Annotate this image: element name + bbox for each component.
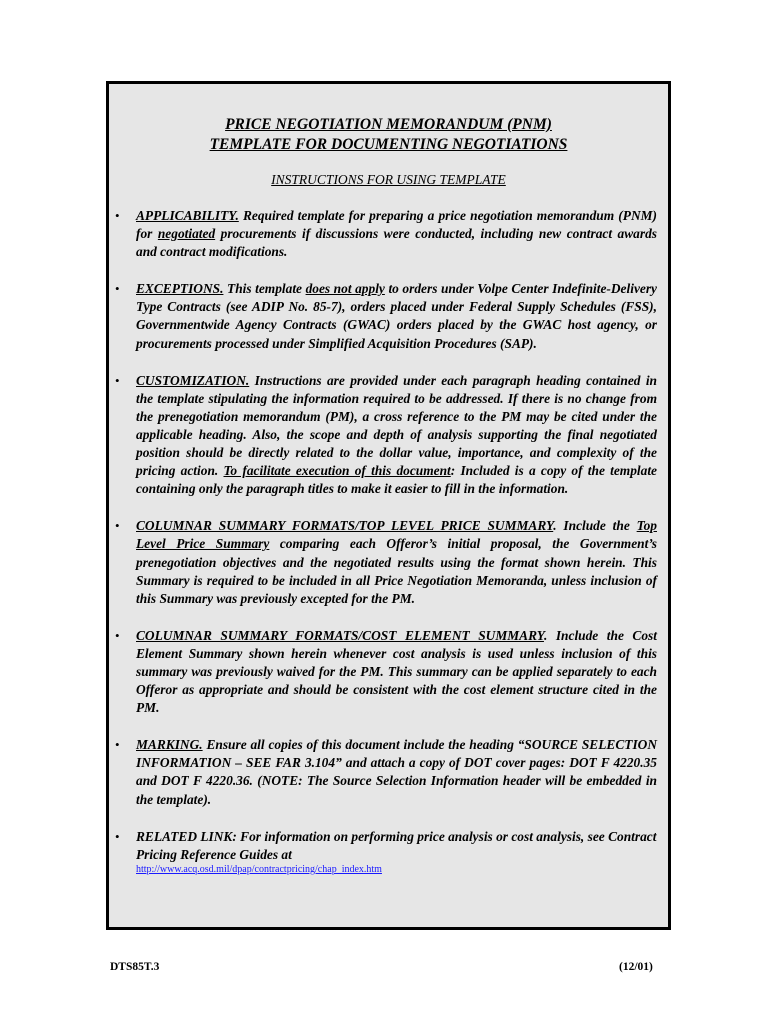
marking-text: Ensure all copies of this document include the heading “SOURCE SELECTION INFORMATION – SEE FAR 3.104” and attach a copy of DOT cover pages: DOT F 4220.35 and DOT F 4220.36. (NOTE: The Source Selection Information header will be embedded in the template). xyxy=(136,737,657,807)
exceptions-text: This template xyxy=(223,281,306,297)
list-item-related-link xyxy=(109,828,668,876)
marking-heading: MARKING. xyxy=(136,737,203,753)
customization-text-2: : Included is a copy of the template containing only the paragraph titles to make it easier to fill in the information. xyxy=(136,463,657,497)
top-level-text: . Include the xyxy=(553,518,637,534)
list-item-top-level-summary xyxy=(109,517,668,607)
document-date: (12/01) xyxy=(619,961,653,973)
marking-paragraph xyxy=(136,736,657,808)
bullet-icon: • xyxy=(115,281,120,297)
customization-paragraph xyxy=(136,372,657,499)
applicability-text: Required template for preparing a price negotiation memorandum (PNM) for xyxy=(136,208,657,242)
exceptions-text-2: to orders under Volpe Center Indefinite-Delivery Type Contracts (see ADIP No. 85-7), orders placed under Federal Supply Schedules (FSS), Governmentwide Agency Contracts (GWAC) orders placed by the GWAC host agency, or procurements processed under Simplified Acquisition Procedures (SAP). xyxy=(136,281,657,351)
list-item-exceptions xyxy=(109,280,668,352)
instructions-list xyxy=(109,207,668,876)
applicability-text-2: procurements if discussions were conducted, including new contract awards and contract modifications. xyxy=(136,226,657,260)
bullet-icon: • xyxy=(115,828,120,844)
list-item-customization xyxy=(109,372,668,499)
contract-pricing-link[interactable]: http://www.acq.osd.mil/dpap/contractpricing/chap_index.htm xyxy=(136,863,382,875)
document-code: DTS85T.3 xyxy=(110,961,160,973)
bullet-icon: • xyxy=(115,737,120,753)
bullet-icon: • xyxy=(115,372,120,388)
exceptions-heading: EXCEPTIONS. xyxy=(136,281,224,297)
cost-element-heading: COLUMNAR SUMMARY FORMATS/COST ELEMENT SUMMARY xyxy=(136,627,544,643)
related-link-text: RELATED LINK: For information on performing price analysis or cost analysis, see Contract Pricing Reference Guides at xyxy=(136,828,657,862)
cost-element-text: . Include the Cost Element Summary shown herein whenever cost analysis is used unless inclusion of this summary was previously waived for the PM. This summary can be applied separately to each Offeror as appropriate and should be consistent with the cost element structure cited in the PM. xyxy=(136,627,657,716)
applicability-underlined: negotiated xyxy=(157,226,216,242)
bullet-icon: • xyxy=(115,208,120,223)
customization-underlined: To facilitate execution of this document xyxy=(223,463,451,479)
cost-element-paragraph xyxy=(136,627,657,717)
bullet-icon: • xyxy=(115,627,120,643)
applicability-paragraph xyxy=(136,207,657,261)
document-title: PRICE NEGOTIATION MEMORANDUM (PNM) xyxy=(225,116,552,133)
applicability-heading: APPLICABILITY. xyxy=(136,208,239,223)
list-item-applicability xyxy=(109,207,668,261)
top-level-paragraph xyxy=(136,517,657,607)
list-item-marking xyxy=(109,736,668,808)
top-level-heading: COLUMNAR SUMMARY FORMATS/TOP LEVEL PRICE SUMMARY xyxy=(136,518,554,534)
related-link-paragraph xyxy=(136,828,657,876)
customization-heading: CUSTOMIZATION. xyxy=(136,372,250,388)
instructions-box xyxy=(106,81,671,930)
customization-text: Instructions are provided under each paragraph heading contained in the template stipulating the information required to be addressed. If there is no change from the prenegotiation memorandum (PM), a cross reference to the PM may be cited under the applicable heading. Also, the scope and depth of analysis supporting the final negotiated position should be directly related to the dollar value, importance, and complexity of the pricing action. xyxy=(136,372,657,479)
list-item-cost-element-summary xyxy=(109,627,668,717)
bullet-icon: • xyxy=(115,518,120,534)
top-level-text-2: comparing each Offeror’s initial proposal, the Government’s prenegotiation objectives and the negotiated results using the format shown herein. This Summary is required to be included in all Price Negotiation Memoranda, unless inclusion of this Summary was previously excepted for the PM. xyxy=(136,536,658,606)
top-level-underlined: Top Level Price Summary xyxy=(136,518,657,552)
instructions-heading: INSTRUCTIONS FOR USING TEMPLATE xyxy=(271,172,506,187)
document-title-line2: TEMPLATE FOR DOCUMENTING NEGOTIATIONS xyxy=(209,136,568,153)
exceptions-paragraph xyxy=(136,280,657,352)
exceptions-underlined: does not apply xyxy=(305,281,385,297)
